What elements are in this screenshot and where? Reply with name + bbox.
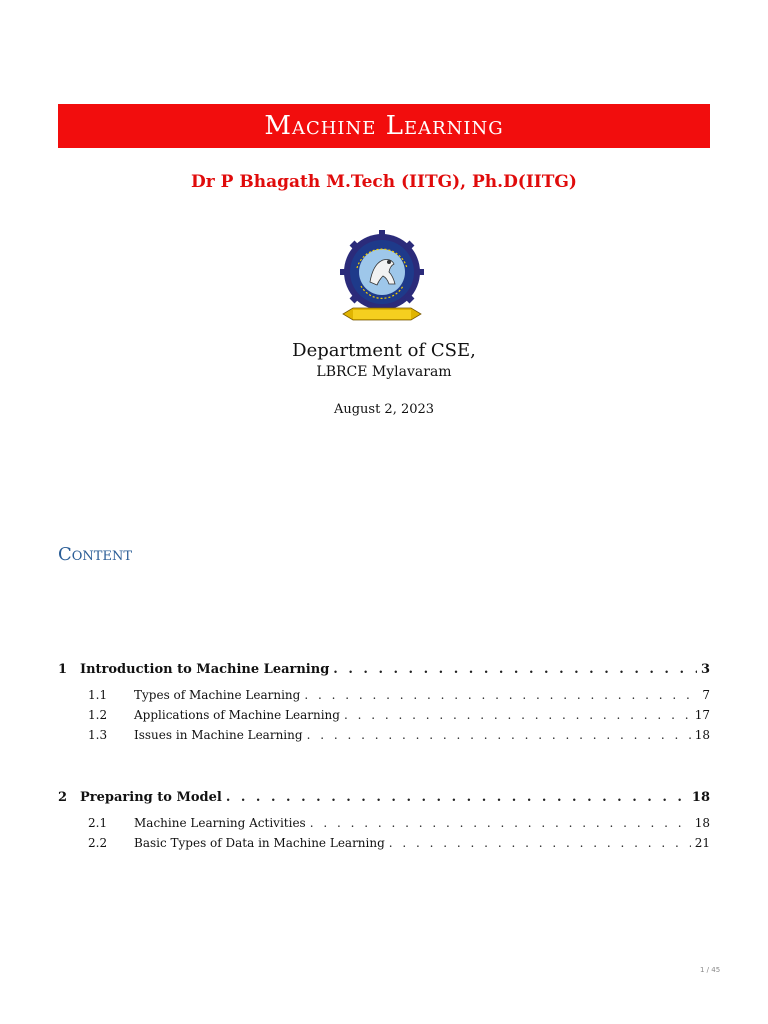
- document-date: August 2, 2023: [333, 402, 435, 417]
- toc-title: Basic Types of Data in Machine Learning: [134, 836, 385, 850]
- college-name: LBRCE Mylavaram: [316, 364, 452, 380]
- toc-title: Machine Learning Activities: [134, 816, 306, 830]
- toc-number: 2: [58, 790, 68, 805]
- toc-leader: [226, 790, 688, 805]
- document-title: Machine Learning: [264, 111, 504, 141]
- toc-leader: [307, 728, 691, 742]
- toc-number: 1.3: [88, 728, 108, 742]
- toc-number: 1.1: [88, 688, 108, 702]
- toc-title: Introduction to Machine Learning: [80, 662, 330, 677]
- toc-section-1[interactable]: [58, 662, 710, 677]
- toc-title: Types of Machine Learning: [134, 688, 301, 702]
- toc-subsection-1-2[interactable]: [58, 708, 710, 722]
- department-name: Department of CSE,: [292, 340, 476, 361]
- toc-page: 7: [702, 688, 710, 702]
- toc-page: 18: [691, 790, 710, 805]
- toc-leader: [310, 816, 691, 830]
- toc-leader: [344, 708, 691, 722]
- toc-title: Issues in Machine Learning: [134, 728, 303, 742]
- toc-number: 1.2: [88, 708, 108, 722]
- toc-page: 18: [694, 728, 710, 742]
- toc-page: 18: [694, 816, 710, 830]
- title-banner: [58, 104, 710, 148]
- toc-subsection-1-1[interactable]: [58, 688, 710, 702]
- toc-leader: [389, 836, 691, 850]
- content-heading: Content: [58, 544, 133, 565]
- toc-title: Preparing to Model: [80, 790, 222, 805]
- page-counter: 1 / 45: [700, 966, 721, 974]
- toc-subsection-1-3[interactable]: [58, 728, 710, 742]
- toc-leader: [333, 662, 697, 677]
- toc-page: 3: [700, 662, 710, 677]
- toc-page: 21: [694, 836, 710, 850]
- toc-number: 2.2: [88, 836, 108, 850]
- college-seal-icon: [337, 230, 427, 326]
- toc-title: Applications of Machine Learning: [134, 708, 340, 722]
- toc-number: 1: [58, 662, 68, 677]
- toc-page: 17: [694, 708, 710, 722]
- author-line: Dr P Bhagath M.Tech (IITG), Ph.D(IITG): [191, 172, 577, 192]
- college-logo: [337, 230, 427, 326]
- toc-leader: [304, 688, 698, 702]
- toc-subsection-2-1[interactable]: [58, 816, 710, 830]
- toc-number: 2.1: [88, 816, 108, 830]
- toc-subsection-2-2[interactable]: [58, 836, 710, 850]
- toc-section-2[interactable]: [58, 790, 710, 805]
